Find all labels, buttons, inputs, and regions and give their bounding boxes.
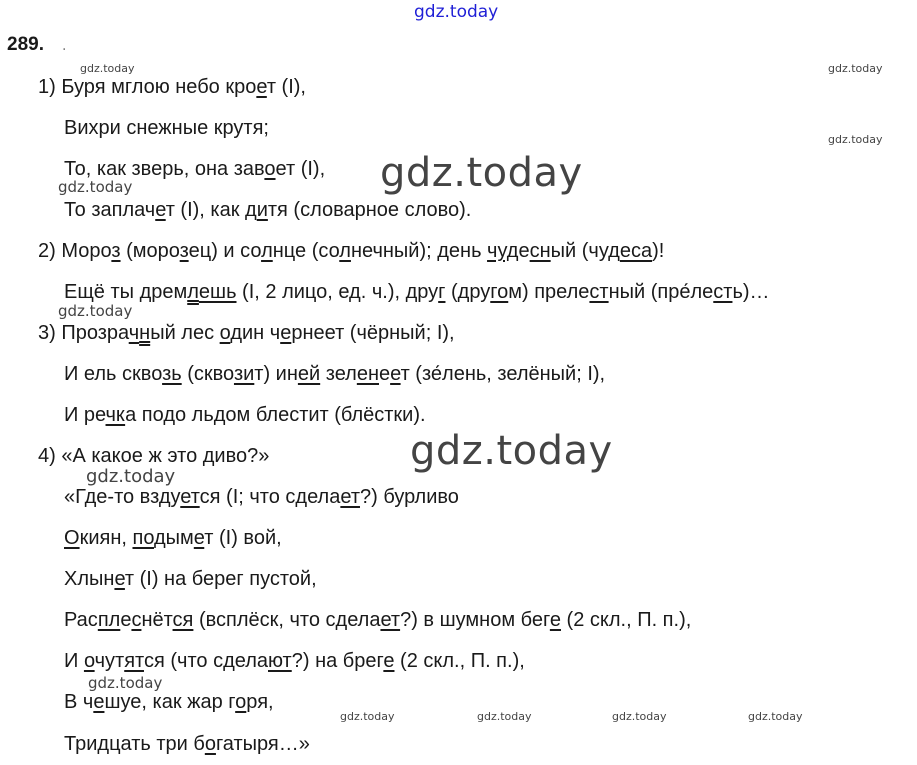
text-line bbox=[38, 239, 664, 263]
watermark-large: gdz.today bbox=[380, 150, 583, 196]
watermark-medium: gdz.today bbox=[88, 674, 163, 692]
text-line bbox=[38, 444, 269, 468]
text-segment: е bbox=[518, 240, 530, 262]
text-segment: ый лес bbox=[150, 322, 220, 344]
watermark-medium: gdz.today bbox=[58, 302, 133, 320]
text-segment: т (I), как д bbox=[165, 199, 257, 221]
text-segment: т) ин bbox=[254, 363, 298, 385]
text-segment: цать три б bbox=[109, 733, 205, 755]
text-segment: ный (пре́ле bbox=[608, 281, 714, 303]
text-segment: киян, bbox=[79, 527, 133, 549]
text-segment: чут bbox=[94, 650, 125, 672]
text-segment: (2 скл., П. п.), bbox=[560, 609, 692, 631]
underlined-text: по bbox=[132, 527, 154, 549]
text-segment: Ещё ты дрем bbox=[64, 281, 188, 303]
underlined-text: е bbox=[155, 199, 166, 221]
text-line bbox=[38, 75, 306, 99]
text-segment: И ре bbox=[64, 404, 106, 426]
text-segment: м) преле bbox=[508, 281, 590, 303]
text-segment: Хлын bbox=[64, 568, 115, 590]
underlined-text: ся bbox=[172, 609, 194, 631]
text-line bbox=[38, 321, 455, 345]
underlined-text: з bbox=[111, 240, 121, 262]
text-line bbox=[64, 649, 525, 673]
underlined-text: ей bbox=[297, 363, 321, 385]
double-underlined-text: д bbox=[97, 733, 110, 755]
underlined-text: сн bbox=[529, 240, 551, 262]
underlined-text: ч bbox=[128, 322, 140, 344]
text-segment: гатыря…» bbox=[215, 733, 310, 755]
watermark-large: gdz.today bbox=[410, 428, 613, 474]
text-segment: (дру bbox=[445, 281, 491, 303]
text-segment: ?) бурливо bbox=[359, 486, 459, 508]
underlined-text: ст bbox=[589, 281, 609, 303]
text-segment: ся (I; что сдела bbox=[199, 486, 341, 508]
text-segment: ся (что сдела bbox=[143, 650, 268, 672]
underlined-text: е bbox=[193, 527, 205, 549]
text-segment: дым bbox=[154, 527, 194, 549]
watermark-small: gdz.today bbox=[477, 710, 532, 723]
watermark-medium: gdz.today bbox=[86, 466, 176, 487]
text-line bbox=[64, 157, 325, 181]
underlined-text: ешь bbox=[198, 281, 237, 303]
text-segment: т (зе́лень, зелёный; I), bbox=[400, 363, 606, 385]
watermark-medium: gdz.today bbox=[58, 178, 133, 196]
underlined-text: о bbox=[264, 158, 276, 180]
underlined-text: и bbox=[256, 199, 268, 221]
underlined-text: ет bbox=[340, 486, 360, 508]
underlined-text: о bbox=[219, 322, 231, 344]
underlined-text: ет bbox=[180, 486, 200, 508]
text-segment: (скво bbox=[181, 363, 234, 385]
text-segment: )! bbox=[652, 240, 665, 262]
text-segment: е bbox=[120, 609, 132, 631]
underlined-text: ст bbox=[713, 281, 733, 303]
text-line bbox=[64, 198, 471, 222]
text-segment: рнеет (чёрный; I), bbox=[291, 322, 455, 344]
text-segment: т (I) на берег пустой, bbox=[124, 568, 317, 590]
text-line bbox=[64, 116, 269, 140]
text-line bbox=[64, 690, 274, 714]
text-line bbox=[64, 362, 605, 386]
underlined-text: е bbox=[383, 650, 395, 672]
underlined-text: зи bbox=[233, 363, 255, 385]
text-segment: ет (I), bbox=[275, 158, 326, 180]
text-segment: е bbox=[379, 363, 391, 385]
text-segment: нёт bbox=[141, 609, 173, 631]
text-segment: Вихри снежные крутя; bbox=[64, 117, 269, 139]
text-segment: ь)… bbox=[732, 281, 770, 303]
text-line bbox=[64, 732, 310, 756]
underlined-text: зь bbox=[162, 363, 182, 385]
text-segment: То заплач bbox=[64, 199, 156, 221]
text-segment: ?) на брег bbox=[291, 650, 384, 672]
exercise-number: 289. bbox=[7, 34, 44, 55]
text-line bbox=[64, 280, 770, 304]
underlined-text: о bbox=[83, 650, 95, 672]
double-underlined-text: н bbox=[139, 322, 151, 344]
watermark-small: gdz.today bbox=[340, 710, 395, 723]
text-line bbox=[64, 403, 426, 427]
text-segment: т (I) вой, bbox=[204, 527, 282, 549]
text-segment: И ель скво bbox=[64, 363, 163, 385]
text-line bbox=[64, 526, 282, 550]
underlined-text: е bbox=[93, 691, 105, 713]
underlined-text: е bbox=[114, 568, 125, 590]
double-underlined-text: л bbox=[187, 281, 199, 303]
text-segment: 2) Моро bbox=[38, 240, 112, 262]
underlined-text: о bbox=[204, 733, 216, 755]
underlined-text: чуд bbox=[487, 240, 519, 262]
text-segment: Рас bbox=[64, 609, 98, 631]
watermark-small: gdz.today bbox=[828, 133, 883, 146]
text-segment: ?) в шумном бег bbox=[400, 609, 550, 631]
underlined-text: ен bbox=[356, 363, 379, 385]
text-segment: (2 скл., П. п.), bbox=[394, 650, 525, 672]
text-segment: (I, 2 лицо, ед. ч.), дру bbox=[236, 281, 439, 303]
text-segment: шуе, как жар г bbox=[104, 691, 236, 713]
text-segment: зел bbox=[320, 363, 357, 385]
watermark-small: gdz.today bbox=[828, 62, 883, 75]
watermark-small: gdz.today bbox=[748, 710, 803, 723]
text-segment: дин ч bbox=[230, 322, 281, 344]
underlined-text: е bbox=[390, 363, 401, 385]
text-segment: Три bbox=[64, 733, 98, 755]
watermark-top: gdz.today bbox=[414, 2, 499, 22]
underlined-text: О bbox=[64, 527, 80, 549]
text-segment: 3) Прозра bbox=[38, 322, 129, 344]
text-segment: В ч bbox=[64, 691, 94, 713]
text-segment: нце (со bbox=[272, 240, 340, 262]
underlined-text: еса bbox=[619, 240, 653, 262]
underlined-text: ет bbox=[380, 609, 401, 631]
underlined-text: е bbox=[280, 322, 292, 344]
text-segment: ый (чуд bbox=[550, 240, 620, 262]
text-segment: (моро bbox=[120, 240, 180, 262]
underlined-text: о bbox=[235, 691, 247, 713]
bullet-dot: . bbox=[62, 38, 67, 54]
underlined-text: л bbox=[339, 240, 351, 262]
text-segment: нечный); день bbox=[350, 240, 488, 262]
text-segment: а подо льдом блестит (блёстки). bbox=[125, 404, 426, 426]
underlined-text: чк bbox=[105, 404, 126, 426]
underlined-text: з bbox=[179, 240, 189, 262]
text-segment: 1) Буря мглою небо кро bbox=[38, 76, 257, 98]
underlined-text: е bbox=[256, 76, 267, 98]
text-line bbox=[64, 567, 317, 591]
text-segment: И bbox=[64, 650, 84, 672]
watermark-small: gdz.today bbox=[80, 62, 135, 75]
text-segment: тя (словарное слово). bbox=[267, 199, 472, 221]
underlined-text: е bbox=[549, 609, 561, 631]
text-line bbox=[64, 608, 691, 632]
underlined-text: ют bbox=[268, 650, 292, 672]
underlined-text: л bbox=[261, 240, 273, 262]
watermark-small: gdz.today bbox=[612, 710, 667, 723]
text-segment: ец) и со bbox=[188, 240, 262, 262]
text-segment: ря, bbox=[246, 691, 274, 713]
underlined-text: ят bbox=[124, 650, 144, 672]
underlined-text: пл bbox=[97, 609, 121, 631]
underlined-text: го bbox=[490, 281, 509, 303]
text-segment: То, как зверь, она зав bbox=[64, 158, 265, 180]
text-segment: т (I), bbox=[266, 76, 306, 98]
text-segment: 4) «А какое ж это диво?» bbox=[38, 445, 270, 467]
text-line bbox=[64, 485, 459, 509]
underlined-text: с bbox=[131, 609, 142, 631]
text-segment: (всплёск, что сдела bbox=[193, 609, 381, 631]
underlined-text: г bbox=[438, 281, 446, 303]
text-segment: «Где-то взду bbox=[64, 486, 181, 508]
